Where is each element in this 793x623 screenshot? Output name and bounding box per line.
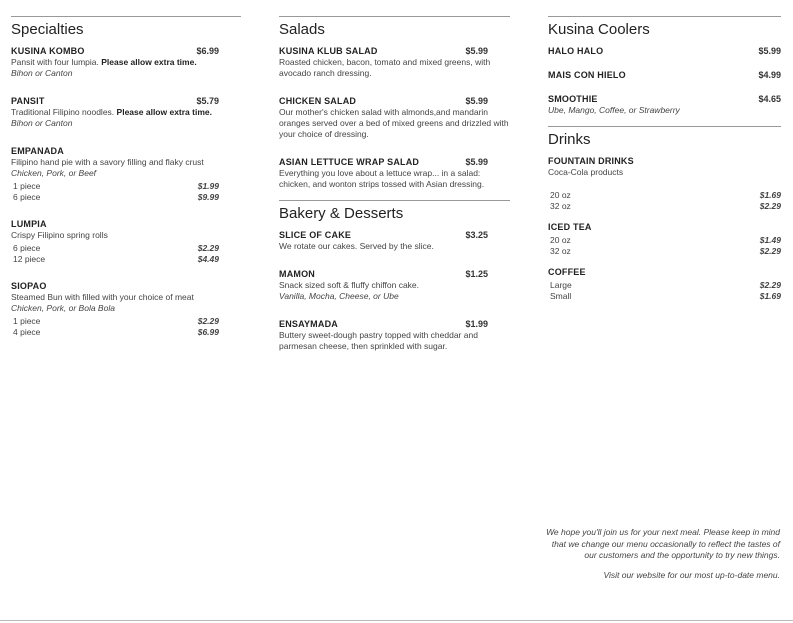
size-price: $1.49 [759, 235, 781, 245]
item-options: Bihon or Canton [11, 68, 73, 78]
item-options: Bihon or Canton [11, 118, 73, 128]
item-description-text: Roasted chicken, bacon, tomato and mixed greens, with avocado ranch dressing. [279, 57, 491, 78]
section-divider [11, 16, 241, 17]
item-name: SMOOTHIE [548, 94, 598, 104]
bakery-list [279, 229, 510, 352]
size-price: $2.29 [759, 245, 781, 256]
item-description-text: Everything you love about a lettuce wrap... in a salad: chicken, and wonton strips tossed with Asian dressing. [279, 168, 485, 189]
item-price: $1.99 [465, 319, 488, 329]
menu-item [548, 155, 781, 211]
size-list [548, 235, 781, 256]
item-name: MAIS CON HIELO [548, 70, 626, 80]
size-label: 20 oz [550, 235, 571, 245]
item-name: FOUNTAIN DRINKS [548, 156, 634, 166]
size-label: 20 oz [550, 190, 571, 200]
item-description [11, 107, 241, 118]
size-price: $1.69 [759, 290, 781, 301]
menu-item [11, 95, 241, 129]
section-heading-salads: Salads [279, 21, 325, 38]
salads-list [279, 45, 510, 190]
item-price: $6.99 [196, 46, 219, 56]
menu-item [548, 221, 781, 256]
section-divider [279, 16, 510, 17]
item-description-text: Snack sized soft & fluffy chiffon cake. [279, 280, 420, 290]
item-price: $5.99 [465, 96, 488, 106]
footer-visit-text: Visit our website for our most up-to-date menu. [603, 569, 780, 580]
menu-item [548, 69, 781, 81]
size-label: Small [550, 290, 572, 301]
menu-item [279, 318, 510, 352]
item-description [279, 330, 510, 352]
item-name: SIOPAO [11, 281, 47, 291]
size-list [11, 243, 241, 264]
size-label: 32 oz [550, 200, 571, 211]
size-row [548, 235, 781, 246]
menu-item [279, 95, 510, 140]
item-description [279, 57, 510, 79]
item-price: $4.99 [758, 70, 781, 80]
size-price: $6.99 [197, 326, 219, 337]
menu-item [279, 45, 510, 79]
item-name: HALO HALO [548, 46, 604, 56]
item-name: ICED TEA [548, 222, 592, 232]
size-list [11, 316, 241, 337]
size-price: $9.99 [197, 191, 219, 202]
size-list [548, 190, 781, 211]
section-heading-drinks: Drinks [548, 131, 591, 148]
item-description [11, 292, 241, 303]
item-description-text: Pansit with four lumpia. [11, 57, 99, 67]
item-price: $5.99 [758, 46, 781, 56]
size-label: 12 piece [13, 253, 46, 264]
menu-item [279, 268, 510, 302]
section-divider [279, 200, 510, 201]
item-description [548, 167, 781, 178]
item-name: CHICKEN SALAD [279, 96, 357, 106]
item-note: Please allow extra time. [116, 107, 212, 117]
item-price: $5.79 [196, 96, 219, 106]
menu-item [548, 93, 781, 116]
item-note: Please allow extra time. [101, 57, 197, 67]
size-price: $2.29 [197, 316, 219, 326]
size-list [11, 181, 241, 202]
item-name: ENSAYMADA [279, 319, 338, 329]
size-row [548, 280, 781, 291]
menu-item [11, 45, 241, 79]
menu-item [11, 280, 241, 337]
footer-note [540, 527, 780, 581]
item-description [279, 168, 510, 190]
section-divider [548, 126, 781, 127]
size-row [11, 192, 241, 203]
item-price: $5.99 [465, 46, 488, 56]
column-right [548, 16, 781, 301]
bottom-divider [0, 620, 793, 621]
size-row [548, 291, 781, 302]
size-list [548, 280, 781, 301]
item-options: Ube, Mango, Coffee, or Strawberry [548, 105, 680, 115]
item-name: ASIAN LETTUCE WRAP SALAD [279, 157, 420, 167]
item-description-text: Traditional Filipino noodles. [11, 107, 115, 117]
column-middle [279, 16, 510, 352]
size-row [11, 243, 241, 254]
item-price: $5.99 [465, 157, 488, 167]
item-options: Chicken, Pork, or Bola Bola [11, 303, 115, 313]
size-label: 6 piece [13, 191, 41, 202]
item-name: SLICE OF CAKE [279, 230, 352, 240]
size-price: $4.49 [197, 253, 219, 264]
size-row [11, 316, 241, 327]
size-row [11, 327, 241, 338]
section-heading-specialties: Specialties [11, 21, 84, 38]
size-row [548, 246, 781, 257]
item-description-text: Coca-Cola products [548, 167, 624, 177]
column-left [11, 16, 241, 337]
item-description-text: Crispy Filipino spring rolls [11, 230, 108, 240]
size-label: 1 piece [13, 316, 41, 326]
item-description [11, 57, 241, 68]
item-description [279, 241, 510, 252]
size-label: Large [550, 280, 572, 290]
item-name: KUSINA KLUB SALAD [279, 46, 378, 56]
item-name: COFFEE [548, 267, 586, 277]
item-price: $3.25 [465, 230, 488, 240]
item-description-text: Steamed Bun with filled with your choice of meat [11, 292, 194, 302]
size-label: 1 piece [13, 181, 41, 191]
item-description [11, 230, 241, 241]
item-description [279, 107, 510, 140]
section-divider [548, 16, 781, 17]
menu-item [548, 266, 781, 301]
size-label: 4 piece [13, 326, 41, 337]
size-price: $1.99 [197, 181, 219, 191]
item-options: Vanilla, Mocha, Cheese, or Ube [279, 291, 399, 301]
item-description-text: We rotate our cakes. Served by the slice. [279, 241, 434, 251]
size-label: 32 oz [550, 245, 571, 256]
menu-item [279, 229, 510, 252]
size-price: $2.29 [759, 200, 781, 211]
item-description [11, 157, 241, 168]
size-row [11, 254, 241, 265]
item-name: MAMON [279, 269, 315, 279]
section-heading-coolers: Kusina Coolers [548, 21, 650, 38]
item-description [279, 280, 510, 291]
specialties-list [11, 45, 241, 337]
coolers-list [548, 45, 781, 116]
item-description-text: Filipino hand pie with a savory filling and flaky crust [11, 157, 204, 167]
size-row [11, 181, 241, 192]
item-description-text: Our mother's chicken salad with almonds,and mandarin oranges served over a bed of mixed greens and drizzled with your choice of dressing. [279, 107, 509, 139]
item-name: EMPANADA [11, 146, 64, 156]
menu-item [548, 45, 781, 57]
item-name: LUMPIA [11, 219, 47, 229]
size-price: $2.29 [197, 243, 219, 253]
drinks-list [548, 155, 781, 301]
size-price: $1.69 [759, 190, 781, 200]
size-price: $2.29 [759, 280, 781, 290]
size-row [548, 190, 781, 201]
menu-item [11, 218, 241, 264]
section-heading-bakery: Bakery & Desserts [279, 205, 404, 222]
item-name: PANSIT [11, 96, 45, 106]
footer-message: We hope you'll join us for your next meal. Please keep in mind that we change our menu occasionally to reflect the tastes of our customers and the opportunity to try new things. [546, 527, 780, 560]
size-row [548, 201, 781, 212]
menu-item [11, 145, 241, 202]
item-options: Chicken, Pork, or Beef [11, 168, 97, 178]
item-description-text: Buttery sweet-dough pastry topped with cheddar and parmesan cheese, then sprinkled with sugar. [279, 330, 478, 351]
item-price: $4.65 [758, 94, 781, 104]
item-name: KUSINA KOMBO [11, 46, 85, 56]
size-label: 6 piece [13, 243, 41, 253]
item-price: $1.25 [465, 269, 488, 279]
menu-item [279, 156, 510, 190]
